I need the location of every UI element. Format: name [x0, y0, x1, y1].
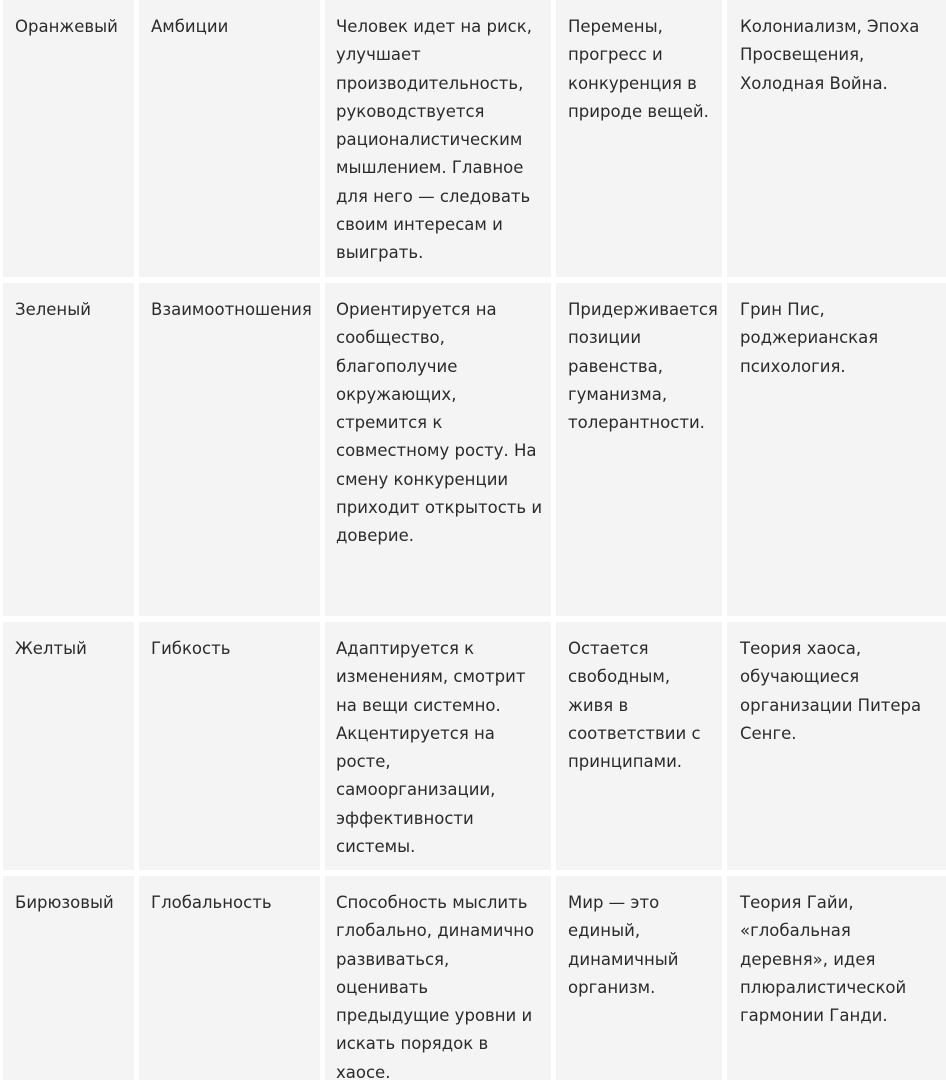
- table-cell-level: [3, 876, 134, 1080]
- table-cell-level: [3, 283, 134, 616]
- cell-text: Колониализм, Эпоха Просвещения, Холодная Война.: [740, 17, 920, 93]
- cell-text: Бирюзовый: [15, 893, 114, 912]
- cell-text: Взаимоотношения: [151, 300, 312, 319]
- table-cell-examples: [727, 0, 946, 277]
- table-cell-examples: [727, 876, 946, 1080]
- cell-text: Теория Гайи, «глобальная деревня», идея плюралистической гармонии Ганди.: [740, 893, 907, 1026]
- table-cell-focus: [139, 0, 320, 277]
- table-cell-worldview: [556, 283, 722, 616]
- cell-text: Теория хаоса, обучающиеся организации Питера Сенге.: [740, 639, 922, 743]
- table-cell-description: [325, 876, 551, 1080]
- cell-text: Гибкость: [151, 639, 231, 658]
- cell-text: Грин Пис, роджерианская психология.: [740, 300, 879, 376]
- cell-text: Зеленый: [15, 300, 91, 319]
- table-cell-focus: [139, 876, 320, 1080]
- cell-text: Перемены, прогресс и конкуренция в природе вещей.: [568, 17, 709, 121]
- cell-text: Остается свободным, живя в соответствии с принципами.: [568, 639, 701, 772]
- table-cell-focus: [139, 622, 320, 870]
- cell-text: Оранжевый: [15, 17, 118, 36]
- table-cell-examples: [727, 622, 946, 870]
- cell-text: Придерживается позиции равенства, гуманизма, толерантности.: [568, 300, 718, 433]
- cell-text: Адаптируется к изменениям, смотрит на вещи системно. Акцентируется на росте, самоорганизации, эффективности системы.: [336, 639, 526, 857]
- table-cell-worldview: [556, 0, 722, 277]
- table-cell-level: [3, 622, 134, 870]
- cell-text: Глобальность: [151, 893, 272, 912]
- cell-text: Мир — это единый, динамичный организм.: [568, 893, 679, 997]
- table-cell-examples: [727, 283, 946, 616]
- cell-text: Желтый: [15, 639, 87, 658]
- table-cell-description: [325, 0, 551, 277]
- table-cell-focus: [139, 283, 320, 616]
- cell-text: Амбиции: [151, 17, 229, 36]
- table-cell-description: [325, 283, 551, 616]
- table-cell-worldview: [556, 622, 722, 870]
- cell-text: Человек идет на риск, улучшает производительность, руководствуется рационалистическим мышлением. Главное для него — следовать своим интересам и выиграть.: [336, 17, 532, 263]
- table-cell-description: [325, 622, 551, 870]
- table-cell-level: [3, 0, 134, 277]
- cell-text: Способность мыслить глобально, динамично развиваться, оценивать предыдущие уровни и искать порядок в хаосе.: [336, 893, 535, 1080]
- cell-text: Ориентируется на сообщество, благополучие окружающих, стремится к совместному росту. На смену конкуренции приходит открытость и доверие.: [336, 300, 543, 546]
- table-cell-worldview: [556, 876, 722, 1080]
